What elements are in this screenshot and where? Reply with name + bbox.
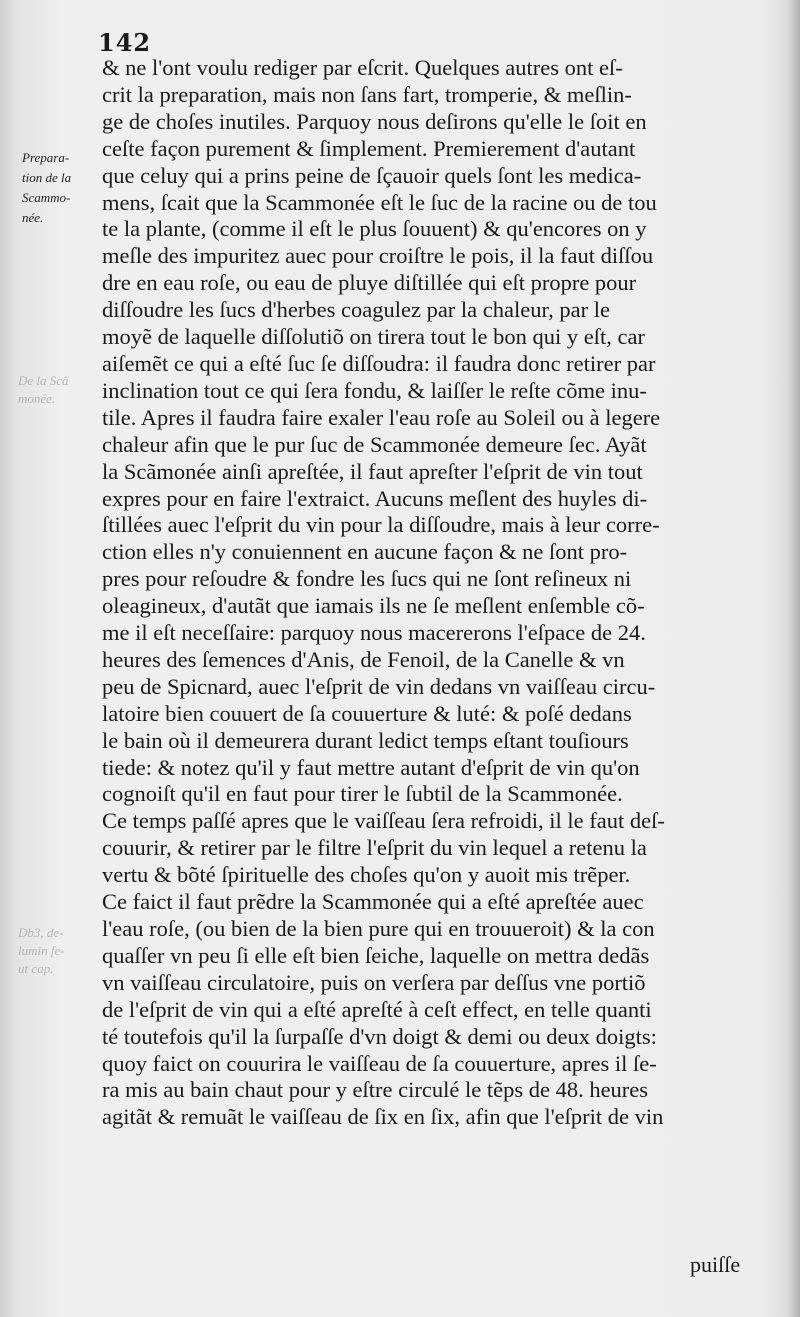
- bleed-through-note: [18, 924, 65, 978]
- margin-note-line: née.: [22, 210, 44, 225]
- text-line: la Scãmonée ainſi apreſtée, il faut apreſter l'eſprit de vin tout: [102, 458, 643, 484]
- text-line: cognoiſt qu'il en faut pour tirer le ſubtil de la Scammonée.: [102, 781, 623, 807]
- text-line: & ne l'ont voulu rediger par eſcrit. Quelques autres ont eſ-: [102, 55, 623, 80]
- text-line: ra mis au bain chaut pour y eſtre circulé le tẽps de 48. heures: [102, 1077, 649, 1103]
- text-line: inclination tout ce qui ſera fondu, & laiſſer le reſte cõme inu-: [102, 377, 647, 403]
- text-line: pres pour reſoudre & fondre les ſucs qui ne ſont reſineux ni: [102, 566, 632, 592]
- text-line: ſtillées auec l'eſprit du vin pour la diſſoudre, mais à leur corre-: [102, 512, 660, 538]
- text-line: oleagineux, d'autãt que iamais ils ne ſe meſlent enſemble cõ-: [102, 593, 645, 619]
- text-line: aiſemẽt ce qui a eſté ſuc ſe diſſoudra: il faudra donc retirer par: [102, 350, 656, 376]
- text-line: crit la preparation, mais non ſans fart, tromperie, & meſlin-: [102, 81, 632, 107]
- text-line: ction elles n'y conuiennent en aucune façon & ne ſont pro-: [102, 539, 628, 565]
- text-line: heures des ſemences d'Anis, de Fenoil, de la Canelle & vn: [102, 646, 625, 672]
- text-line: couurir, & retirer par le filtre l'eſprit du vin lequel a retenu la: [102, 835, 647, 861]
- text-line: ge de choſes inutiles. Parquoy nous deſirons qu'elle le ſoit en: [102, 108, 647, 134]
- text-line: té toutefois qu'il la ſurpaſſe d'vn doigt & demi ou deux doigts:: [102, 1023, 657, 1049]
- body-text: [102, 55, 770, 1131]
- text-line: meſle des impuritez auec pour croiſtre le pois, il la faut diſſou: [102, 243, 654, 269]
- text-line: ceſte façon purement & ſimplement. Premierement d'autant: [102, 135, 636, 161]
- margin-note: [22, 148, 100, 228]
- text-line: expres pour en faire l'extraict. Aucuns meſlent des huyles di-: [102, 485, 648, 511]
- text-line: dre en eau roſe, ou eau de pluye diſtillée qui eſt propre pour: [102, 270, 637, 296]
- bleed-through-line: lumin ſe-: [18, 943, 65, 958]
- text-line: Ce faict il faut prẽdre la Scammonée qui a eſté apreſtée auec: [102, 889, 644, 915]
- text-line: te la plante, (comme il eſt le plus ſouuent) & qu'encores on y: [102, 216, 647, 242]
- bleed-through-note: [18, 372, 69, 408]
- page-number: 142: [98, 28, 152, 57]
- text-line: moyẽ de laquelle diſſolutiõ on tirera tout le bon qui y eſt, car: [102, 324, 645, 350]
- page-edge-shadow: [786, 0, 800, 1317]
- text-line: tiede: & notez qu'il y faut mettre autant d'eſprit de vin qu'on: [102, 754, 640, 780]
- text-line: me il eſt neceſſaire: parquoy nous macererons l'eſpace de 24.: [102, 620, 646, 646]
- text-line: tile. Apres il faudra faire exaler l'eau roſe au Soleil ou à legere: [102, 404, 661, 430]
- text-line: agitãt & remuãt le vaiſſeau de ſix en ſix, afin que l'eſprit de vin: [102, 1104, 664, 1130]
- text-line: peu de Spicnard, auec l'eſprit de vin dedans vn vaiſſeau circu-: [102, 673, 656, 699]
- text-line: de l'eſprit de vin qui a eſté apreſté à ceſt effect, en telle quanti: [102, 996, 652, 1022]
- text-line: vertu & bõté ſpirituelle des choſes qu'on y auoit mis trẽper.: [102, 862, 631, 888]
- text-line: latoire bien couuert de ſa couuerture & luté: & poſé dedans: [102, 700, 632, 726]
- text-line: mens, ſcait que la Scammonée eſt le ſuc de la racine ou de tou: [102, 189, 657, 215]
- text-line: l'eau roſe, (ou bien de la bien pure qui en trouueroit) & la con: [102, 916, 655, 941]
- text-line: quoy faict on couurira le vaiſſeau de ſa couuerture, apres il ſe-: [102, 1050, 657, 1076]
- text-line: quaſſer vn peu ſi elle eſt bien ſeiche, laquelle on mettra dedãs: [102, 942, 650, 968]
- text-line: chaleur afin que le pur ſuc de Scammonée demeure ſec. Ayãt: [102, 431, 647, 457]
- bleed-through-line: De la Scã: [18, 373, 69, 388]
- text-line: vn vaiſſeau circulatoire, puis on verſera par deſſus vne portiõ: [102, 969, 646, 995]
- catchword: puiſſe: [690, 1252, 741, 1277]
- bleed-through-line: Db3, de-: [18, 925, 64, 940]
- bleed-through-line: ut cap.: [18, 961, 54, 976]
- bleed-through-line: monée.: [18, 391, 56, 406]
- margin-note-line: Scammo-: [22, 190, 71, 205]
- text-line: Ce temps paſſé apres que le vaiſſeau ſera refroidi, il le faut deſ-: [102, 808, 665, 834]
- margin-note-line: tion de la: [22, 170, 72, 185]
- text-line: que celuy qui a prins peine de ſçauoir quels ſont les medica-: [102, 162, 642, 188]
- text-line: diſſoudre les ſucs d'herbes coagulez par la chaleur, par le: [102, 297, 610, 323]
- margin-note-line: Prepara-: [22, 150, 70, 165]
- text-line: le bain où il demeurera durant ledict temps eſtant touſiours: [102, 727, 629, 753]
